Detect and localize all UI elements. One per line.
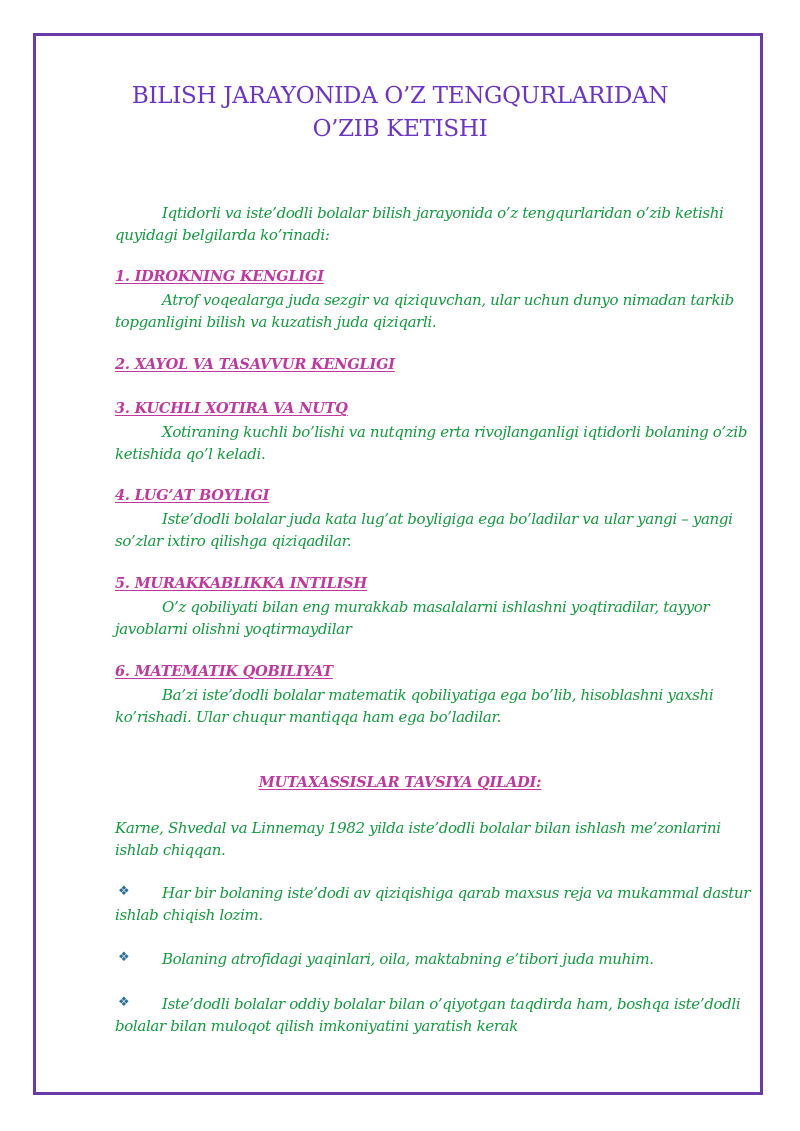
section-text-3: Xotiraning kuchli bo’lishi va nutqning erta rivojlanganligi iqtidorli bolaning o’zib ketishida qo’l keladi. <box>115 423 748 463</box>
section-heading-4: 4. LUG’AT BOYLIGI <box>115 487 270 504</box>
title-line-1: BILISH JARAYONIDA O’Z TENGQURLARIDAN <box>131 83 669 109</box>
recommend-heading: MUTAXASSISLAR TAVSIYA QILADI: <box>258 774 542 791</box>
section-text-6: Ba’zi iste’dodli bolalar matematik qobiliyatiga ega bo’lib, hisoblashni yaxshi ko’rishadi. Ular chuqur mantiqqa ham ega bo’ladilar. <box>115 686 714 726</box>
section-heading-6: 6. MATEMATIK QOBILIYAT <box>115 663 333 680</box>
intro-paragraph: Iqtidorli va iste’dodli bolalar bilish jarayonida o’z tengqurlaridan o’zib ketishi quyidagi belgilarda ko’rinadi: <box>115 204 724 244</box>
recommend-bullet-text: Iste’dodli bolalar oddiy bolalar bilan o’qiyotgan taqdirda ham, boshqa iste’dodli bolalar bilan muloqot qilish imkoniyatini yaratish kerak <box>115 995 741 1035</box>
page-border <box>33 33 763 1095</box>
section-text-1: Atrof voqealarga juda sezgir va qiziquvchan, ular uchun dunyo nimadan tarkib topganligini bilish va kuzatish juda qiziqarli. <box>115 291 734 331</box>
section-text-4: Iste’dodli bolalar juda kata lug’at boyligiga ega bo’ladilar va ular yangi – yangi so’zlar ixtiro qilishga qiziqadilar. <box>115 510 733 550</box>
page-title <box>36 80 764 146</box>
recommend-bullet <box>115 948 755 970</box>
recommend-bullet <box>115 882 755 926</box>
title-line-2: O’ZIB KETISHI <box>312 116 488 142</box>
recommend-bullet <box>115 993 755 1037</box>
section-heading-3: 3. KUCHLI XOTIRA VA NUTQ <box>115 400 348 417</box>
recommend-intro: Karne, Shvedal va Linnemay 1982 yilda iste’dodli bolalar bilan ishlash me’zonlarini ishlab chiqqan. <box>115 819 721 859</box>
diamond-bullet-icon: ❖ <box>118 884 130 899</box>
diamond-bullet-icon: ❖ <box>118 950 130 965</box>
section-heading-2: 2. XAYOL VA TASAVVUR KENGLIGI <box>115 356 395 373</box>
section-text-5: O’z qobiliyati bilan eng murakkab masalalarni ishlashni yoqtiradilar, tayyor javoblarni olishni yoqtirmaydilar <box>115 598 710 638</box>
recommend-bullet-text: Har bir bolaning iste’dodi av qiziqishiga qarab maxsus reja va mukammal dastur ishlab chiqish lozim. <box>115 884 751 924</box>
diamond-bullet-icon: ❖ <box>118 995 130 1010</box>
section-heading-5: 5. MURAKKABLIKKA INTILISH <box>115 575 367 592</box>
section-heading-1: 1. IDROKNING KENGLIGI <box>115 268 324 285</box>
recommend-bullet-text: Bolaning atrofidagi yaqinlari, oila, maktabning e’tibori juda muhim. <box>162 950 654 968</box>
